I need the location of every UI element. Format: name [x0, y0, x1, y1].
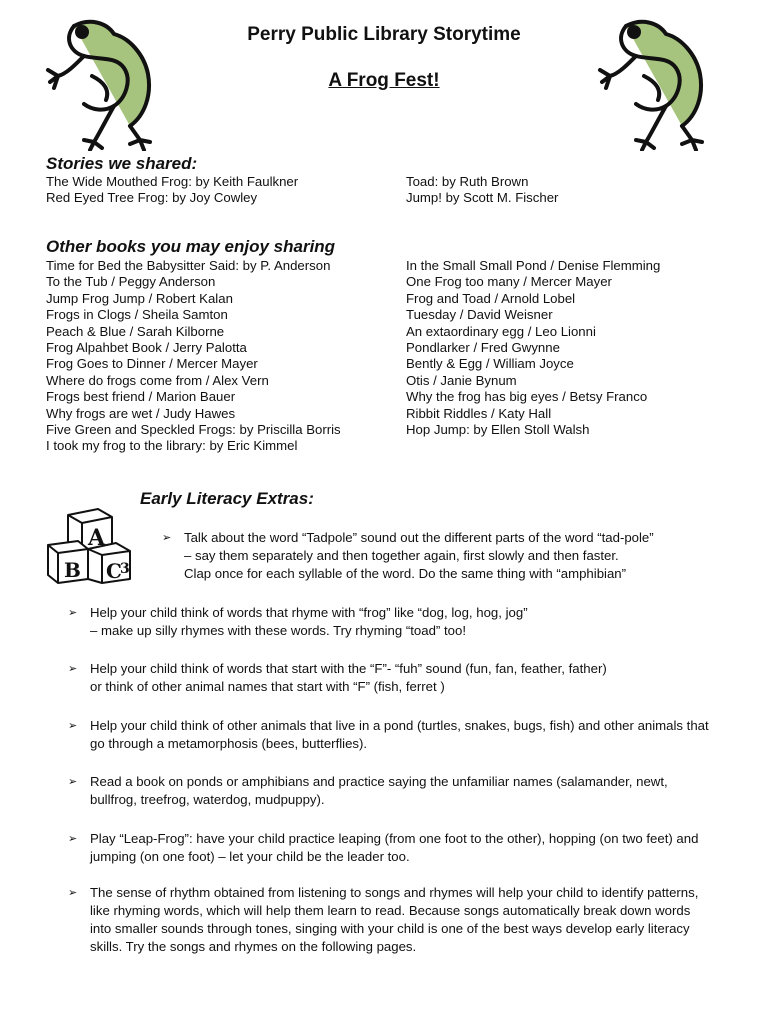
list-item: Time for Bed the Babysitter Said: by P. Anderson	[46, 258, 331, 273]
extras-item	[68, 830, 758, 870]
list-item: Jump! by Scott M. Fischer	[406, 190, 559, 206]
extras-item-line: skills. Try the songs and rhymes on the following pages.	[90, 939, 417, 954]
extras-item-line: bullfrog, treefrog, waterdog, mudpuppy).	[90, 792, 325, 807]
list-item: Why frogs are wet / Judy Hawes	[46, 405, 236, 421]
extras-item-line: The sense of rhythm obtained from listening to songs and rhymes will help your child to identify patterns,	[90, 885, 699, 900]
other-books-right-list	[406, 258, 660, 438]
list-item: Why the frog has big eyes / Betsy Franco	[406, 389, 648, 405]
other-books-left-list	[46, 258, 341, 455]
extras-item	[68, 604, 748, 644]
other-books-heading: Other books you may enjoy sharing	[46, 237, 336, 256]
list-item: Frogs best friend / Marion Bauer	[46, 389, 236, 405]
abc-blocks-icon	[44, 505, 134, 585]
list-item: Frog and Toad / Arnold Lobel	[406, 290, 576, 306]
extras-item-line: Read a book on ponds or amphibians and practice saying the unfamiliar names (salamander, newt,	[90, 774, 668, 789]
stories-heading: Stories we shared:	[46, 154, 198, 173]
arrow-bullet-icon: ➢	[68, 833, 78, 845]
extras-heading: Early Literacy Extras:	[140, 489, 314, 508]
block-letter-c: C	[106, 559, 122, 583]
list-item: To the Tub / Peggy Anderson	[46, 274, 216, 290]
extras-item-line: Talk about the word “Tadpole” sound out the different parts of the word “tad-pole”	[184, 530, 654, 545]
list-item: Frogs in Clogs / Sheila Samton	[46, 307, 228, 323]
list-item: Where do frogs come from / Alex Vern	[46, 372, 269, 388]
extras-item	[68, 773, 748, 813]
extras-item	[162, 529, 742, 585]
extras-item-line: Help your child think of words that start with the “F”- “fuh” sound (fun, fan, feather, father)	[90, 661, 607, 676]
extras-item-line: Help your child think of words that rhyme with “frog” like “dog, log, hog, jog”	[90, 605, 528, 620]
extras-item-line: into smaller sounds through tones, singing with your child is one of the best ways develop early literacy	[90, 921, 690, 936]
list-item: One Frog too many / Mercer Mayer	[406, 274, 612, 290]
extras-item-line: or think of other animal names that start with “F” (fish, ferret )	[90, 679, 445, 694]
arrow-bullet-icon: ➢	[68, 663, 78, 675]
arrow-bullet-icon: ➢	[162, 532, 172, 544]
list-item: Ribbit Riddles / Katy Hall	[406, 405, 552, 421]
extras-item-line: like rhyming words, which will help them learn to read. Because songs automatically break down words	[90, 903, 691, 918]
list-item: Peach & Blue / Sarah Kilborne	[46, 323, 225, 339]
stories-left-list	[46, 174, 298, 207]
extras-item-line: Clap once for each syllable of the word. Do the same thing with “amphibian”	[184, 566, 627, 581]
list-item: In the Small Small Pond / Denise Flemming	[406, 258, 661, 273]
arrow-bullet-icon: ➢	[68, 776, 78, 788]
list-item: Hop Jump: by Ellen Stoll Walsh	[406, 422, 590, 438]
extras-item-line: jumping (on one foot) – let your child be the leader too.	[90, 849, 410, 864]
list-item: Jump Frog Jump / Robert Kalan	[46, 290, 233, 306]
block-letter-a: A	[88, 525, 106, 551]
block-letter-b: B	[64, 558, 81, 582]
arrow-bullet-icon: ➢	[68, 887, 78, 899]
list-item: Tuesday / David Weisner	[406, 307, 553, 323]
list-item: Toad: by Ruth Brown	[406, 174, 529, 189]
list-item: The Wide Mouthed Frog: by Keith Faulkner	[46, 174, 299, 189]
extras-item-line: Play “Leap-Frog”: have your child practice leaping (from one foot to the other), hopping (on two feet) and	[90, 831, 699, 846]
list-item: Bently & Egg / William Joyce	[406, 356, 574, 372]
list-item: Frog Alpahbet Book / Jerry Palotta	[46, 340, 247, 356]
list-item: I took my frog to the library: by Eric Kimmel	[46, 438, 298, 454]
list-item: Five Green and Speckled Frogs: by Priscilla Borris	[46, 422, 341, 438]
list-item: Pondlarker / Fred Gwynne	[406, 340, 560, 356]
page-title: Perry Public Library Storytime	[247, 24, 521, 45]
list-item: An extaordinary egg / Leo Lionni	[406, 323, 596, 339]
block-letter-3: 3	[120, 561, 130, 577]
extras-item-line: – say them separately and then together again, first slowly and then faster.	[184, 548, 619, 563]
extras-item	[68, 717, 758, 757]
extras-item-line: – make up silly rhymes with these words. Try rhyming “toad” too!	[90, 623, 466, 638]
arrow-bullet-icon: ➢	[68, 607, 78, 619]
page-subtitle: A Frog Fest!	[328, 70, 440, 91]
list-item: Frog Goes to Dinner / Mercer Mayer	[46, 356, 258, 372]
list-item: Otis / Janie Bynum	[406, 372, 517, 388]
extras-item	[68, 884, 748, 960]
stories-right-list	[406, 174, 558, 207]
extras-item	[68, 660, 748, 700]
list-item: Red Eyed Tree Frog: by Joy Cowley	[46, 190, 258, 206]
extras-item-line: go through a metamorphosis (bees, butterflies).	[90, 736, 368, 751]
extras-item-line: Help your child think of other animals that live in a pond (turtles, snakes, bugs, fish) and other animals that	[90, 718, 709, 733]
arrow-bullet-icon: ➢	[68, 720, 78, 732]
